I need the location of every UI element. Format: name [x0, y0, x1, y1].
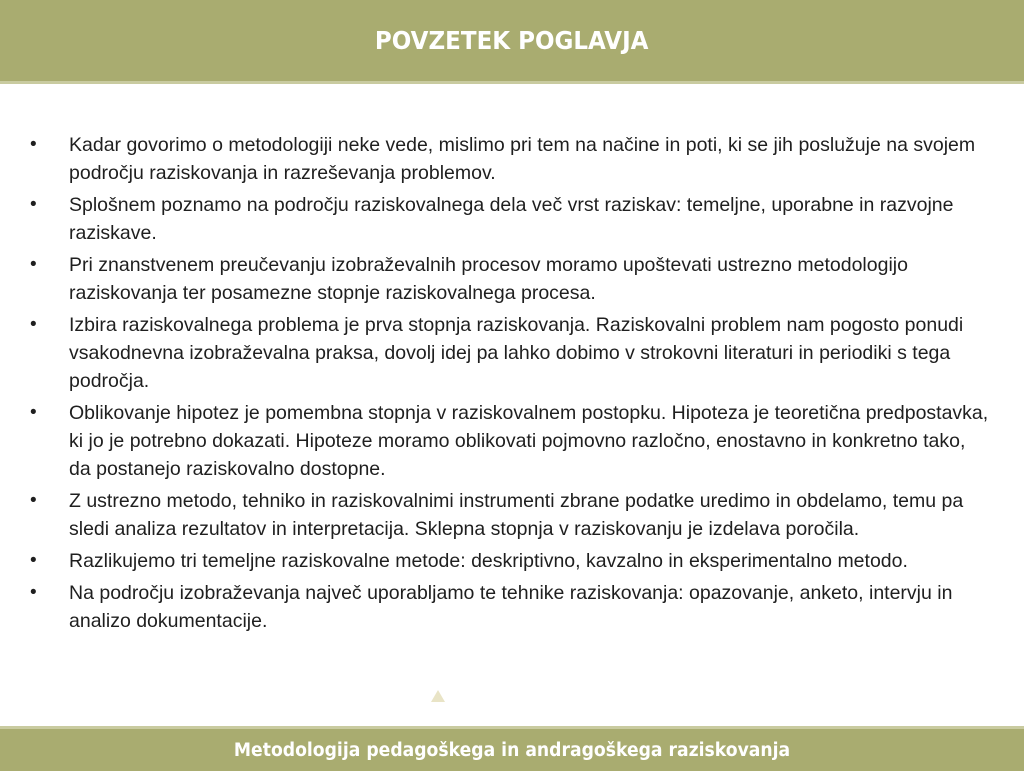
list-item-text: Izbira raziskovalnega problema je prva stopnja raziskovanja. Raziskovalni problem nam pogosto ponudi vsakodnevna izobraževalna praksa, dovolj idej pa lahko dobimo v strokovni literaturi in periodiki s tega področja.: [69, 314, 964, 392]
footer-title: Metodologija pedagoškega in andragoškega raziskovanja: [233, 739, 791, 761]
slide-content: [30, 131, 992, 639]
bullet-list: [30, 131, 992, 635]
list-item: [30, 191, 992, 247]
list-item-text: Na področju izobraževanja največ uporabljamo te tehnike raziskovanja: opazovanje, anketo, intervju in analizo dokumentacije.: [69, 582, 953, 632]
list-item-text: Razlikujemo tri temeljne raziskovalne metode: deskriptivno, kavzalno in eksperimentalno metodo.: [69, 550, 908, 572]
list-item: [30, 131, 992, 187]
header-bar: [0, 0, 1024, 84]
footer-bar: [0, 726, 1024, 771]
decorative-mark: [431, 690, 445, 702]
list-item: [30, 311, 992, 395]
list-item: [30, 399, 992, 483]
list-item: [30, 487, 992, 543]
slide-title: POVZETEK POGLAVJA: [375, 26, 649, 55]
list-item: [30, 579, 992, 635]
bullet-icon: •: [30, 314, 37, 335]
list-item: [30, 547, 992, 575]
list-item: [30, 251, 992, 307]
list-item-text: Z ustrezno metodo, tehniko in raziskovalnimi instrumenti zbrane podatke uredimo in obdelamo, temu pa sledi analiza rezultatov in interpretacija. Sklepna stopnja v raziskovanju je izdelava poročila.: [69, 490, 964, 540]
bullet-icon: •: [30, 402, 37, 423]
bullet-icon: •: [30, 254, 37, 275]
list-item-text: Kadar govorimo o metodologiji neke vede, mislimo pri tem na načine in poti, ki se jih poslužuje na svojem področju raziskovanja in razreševanja problemov.: [69, 134, 976, 184]
bullet-icon: •: [30, 550, 37, 571]
bullet-icon: •: [30, 194, 37, 215]
bullet-icon: •: [30, 490, 37, 511]
list-item-text: Oblikovanje hipotez je pomembna stopnja v raziskovalnem postopku. Hipoteza je teoretična predpostavka, ki jo je potrebno dokazati. Hipoteze moramo oblikovati pojmovno razločno, enostavno in konkretno tako, da postanejo raziskovalno dostopne.: [69, 402, 989, 480]
bullet-icon: •: [30, 134, 37, 155]
list-item-text: Pri znanstvenem preučevanju izobraževalnih procesov moramo upoštevati ustrezno metodologijo raziskovanja ter posamezne stopnje raziskovalnega procesa.: [69, 254, 908, 304]
list-item-text: Splošnem poznamo na področju raziskovalnega dela več vrst raziskav: temeljne, uporabne in razvojne raziskave.: [69, 194, 954, 244]
bullet-icon: •: [30, 582, 37, 603]
